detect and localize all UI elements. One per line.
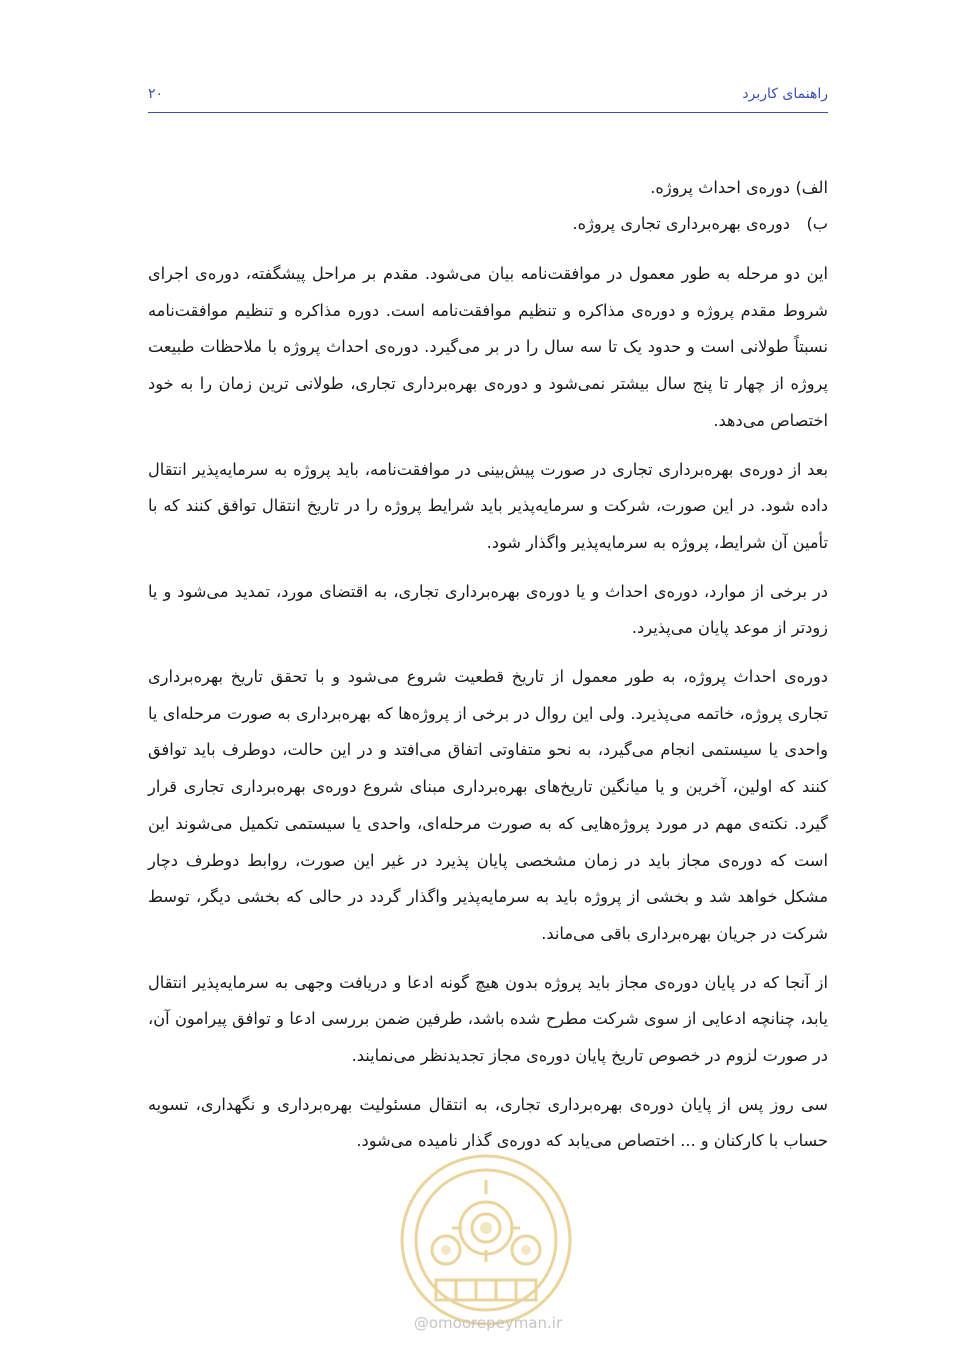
page-header [148, 82, 828, 113]
watermark-logo-icon [396, 1150, 576, 1330]
list-item [148, 206, 828, 242]
paragraph: دوره‌ی احداث پروژه، به طور معمول از تاریخ قطعیت شروع می‌شود و با تحقق تاریخ بهره‌برداری تجاری پروژه، خاتمه می‌پذیرد. ولی این روال در برخی از پروژه‌ها که بهره‌برداری به صورت مرحله‌ای یا واحدی یا سیستمی انجام می‌گیرد، به نحو متفاوتی اتفاق می‌افتد و در این حالت، دوطرف باید توافق کنند که اولین، آخرین و یا میانگین تاریخ‌های بهره‌برداری مبنای شروع دوره‌ی بهره‌برداری تجاری قرار گیرد. نکته‌ی مهم در مورد پروژه‌هایی که به صورت مرحله‌ای، واحدی یا سیستمی تکمیل می‌شوند این است که دوره‌ی مجاز باید در زمان مشخصی پایان پذیرد در غیر این صورت، روابط دوطرف دچار مشکل خواهد شد و بخشی از پروژه باید به سرمایه‌پذیر واگذار گردد در حالی که بخشی دیگر، توسط شرکت در جریان بهره‌برداری باقی می‌ماند. [148, 667, 828, 943]
list-marker: ب) [806, 214, 828, 233]
paragraph: در برخی از موارد، دوره‌ی احداث و یا دوره‌ی بهره‌برداری تجاری، به اقتضای مورد، تمدید می‌شود و یا زودتر از موعد پایان می‌پذیرد. [148, 581, 828, 638]
running-title: راهنمای کاربرد [742, 86, 828, 102]
page-number: ۲۰ [148, 86, 164, 102]
list-item [148, 170, 828, 206]
paragraph: بعد از دوره‌ی بهره‌برداری تجاری در صورت پیش‌بینی در موافقت‌نامه، باید پروژه به سرمایه‌پذیر انتقال داده شود. در این صورت، شرکت و سرمایه‌پذیر باید شرایط پروژه را در تاریخ انتقال توافق کنند که با تأمین آن شرایط، پروژه به سرمایه‌پذیر واگذار شود. [148, 459, 828, 552]
paragraph: سی روز پس از پایان دوره‌ی بهره‌برداری تجاری، به انتقال مسئولیت بهره‌برداری و نگهداری، تسویه حساب با کارکنان و ... اختصاص می‌یابد که دوره‌ی گذار نامیده می‌شود. [148, 1094, 828, 1151]
list-item-text: دوره‌ی احداث پروژه. [650, 178, 790, 197]
phase-list [148, 170, 828, 242]
paragraph: این دو مرحله به طور معمول در موافقت‌نامه بیان می‌شود. مقدم بر مراحل پیشگفته، دوره‌ی اجرای شروط مقدم پروژه و دوره‌ی مذاکره و تنظیم موافقت‌نامه است. دوره مذاکره و تنظیم موافقت‌نامه نسبتاً طولانی است و حدود یک تا سه سال را در بر می‌گیرد. دوره‌ی احداث پروژه با ملاحظات طبیعت پروژه از چهار تا پنج سال بیشتر نمی‌شود و دوره‌ی بهره‌برداری تجاری، طولانی ترین زمان را به خود اختصاص می‌دهد. [148, 264, 828, 430]
list-marker: الف) [795, 178, 828, 197]
list-item-text: دوره‌ی بهره‌برداری تجاری پروژه. [572, 214, 790, 233]
body-text [148, 170, 828, 1172]
paragraph: از آنجا که در پایان دوره‌ی مجاز باید پروژه بدون هیچ گونه ادعا و دریافت وجهی به سرمایه‌پذیر انتقال یابد، چنانچه ادعایی از سوی شرکت مطرح شده باشد، طرفین ضمن بررسی ادعا و توافق پیرامون آن، در صورت لزوم در خصوص تاریخ پایان دوره‌ی مجاز تجدیدنظر می‌نمایند. [148, 972, 828, 1066]
watermark-url: @omoorepeyman.ir [413, 1314, 563, 1332]
